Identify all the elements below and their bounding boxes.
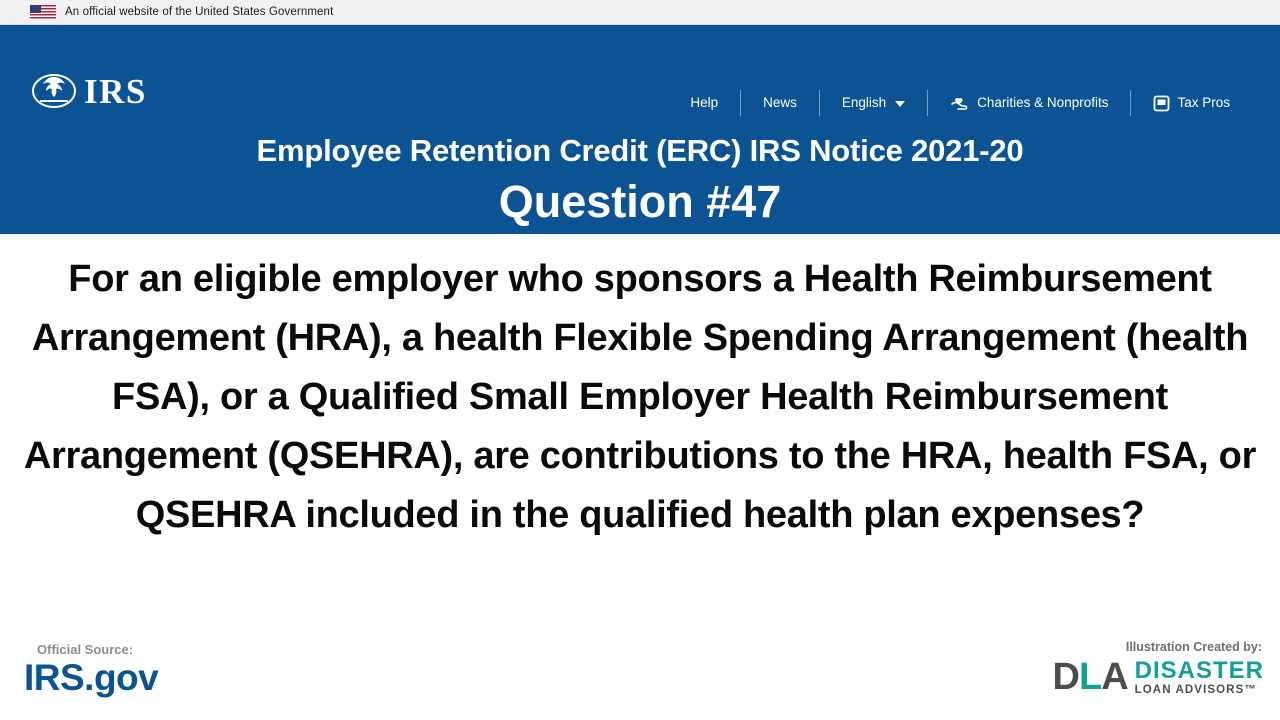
official-source-label: Official Source: [37,642,134,657]
illustration-credit [1053,640,1264,696]
page-subtitle: Employee Retention Credit (ERC) IRS Notice 2021-20 [256,133,1024,168]
us-flag-icon [30,5,56,20]
title-block [0,133,1280,229]
nav-label-news: News [763,95,797,110]
book-icon [1153,95,1170,112]
hand-heart-icon [950,95,970,111]
nav-label-language: English [841,95,887,110]
chevron-down-icon [895,101,905,107]
dla-brand-name: DISASTER [1134,657,1264,685]
dla-brand-tagline: LOAN ADVISORS™ [1134,683,1257,696]
irs-eagle-seal-icon [30,70,78,112]
illustration-credit-label: Illustration Created by: [1125,640,1262,654]
page-title: Question #47 [498,175,782,227]
dla-logo [1053,658,1264,696]
question-text: For an eligible employer who sponsors a Health Reimbursement Arrangement (HRA), a health Flexible Spending Arrangement (health FSA), or a Qualified Small Employer Health Reimbursement Arrangement (QSEHRA), are contributions to the HRA, health FSA, or QSEHRA included in the qualified health plan expenses? [23,258,1257,536]
irs-logo[interactable] [30,70,147,112]
irs-wordmark: IRS [84,71,147,111]
gov-banner-text: An official website of the United States Government [65,6,334,18]
dla-name-block [1135,658,1264,695]
gov-banner [0,0,1280,25]
nav-label-help: Help [690,95,719,110]
nav-item-language[interactable] [820,89,927,117]
nav-item-help[interactable] [668,89,740,117]
nav-item-charities-nonprofits[interactable] [928,89,1130,117]
official-source [24,642,158,696]
nav-label-tax-pros: Tax Pros [1177,95,1230,110]
masthead [0,25,1280,234]
nav-item-news[interactable] [741,89,819,117]
top-nav [668,89,1252,117]
official-source-name: IRS.gov [24,657,159,698]
nav-item-tax-pros[interactable] [1131,89,1252,117]
dla-monogram: DLA [1052,656,1128,698]
nav-label-charities: Charities & Nonprofits [977,95,1109,110]
